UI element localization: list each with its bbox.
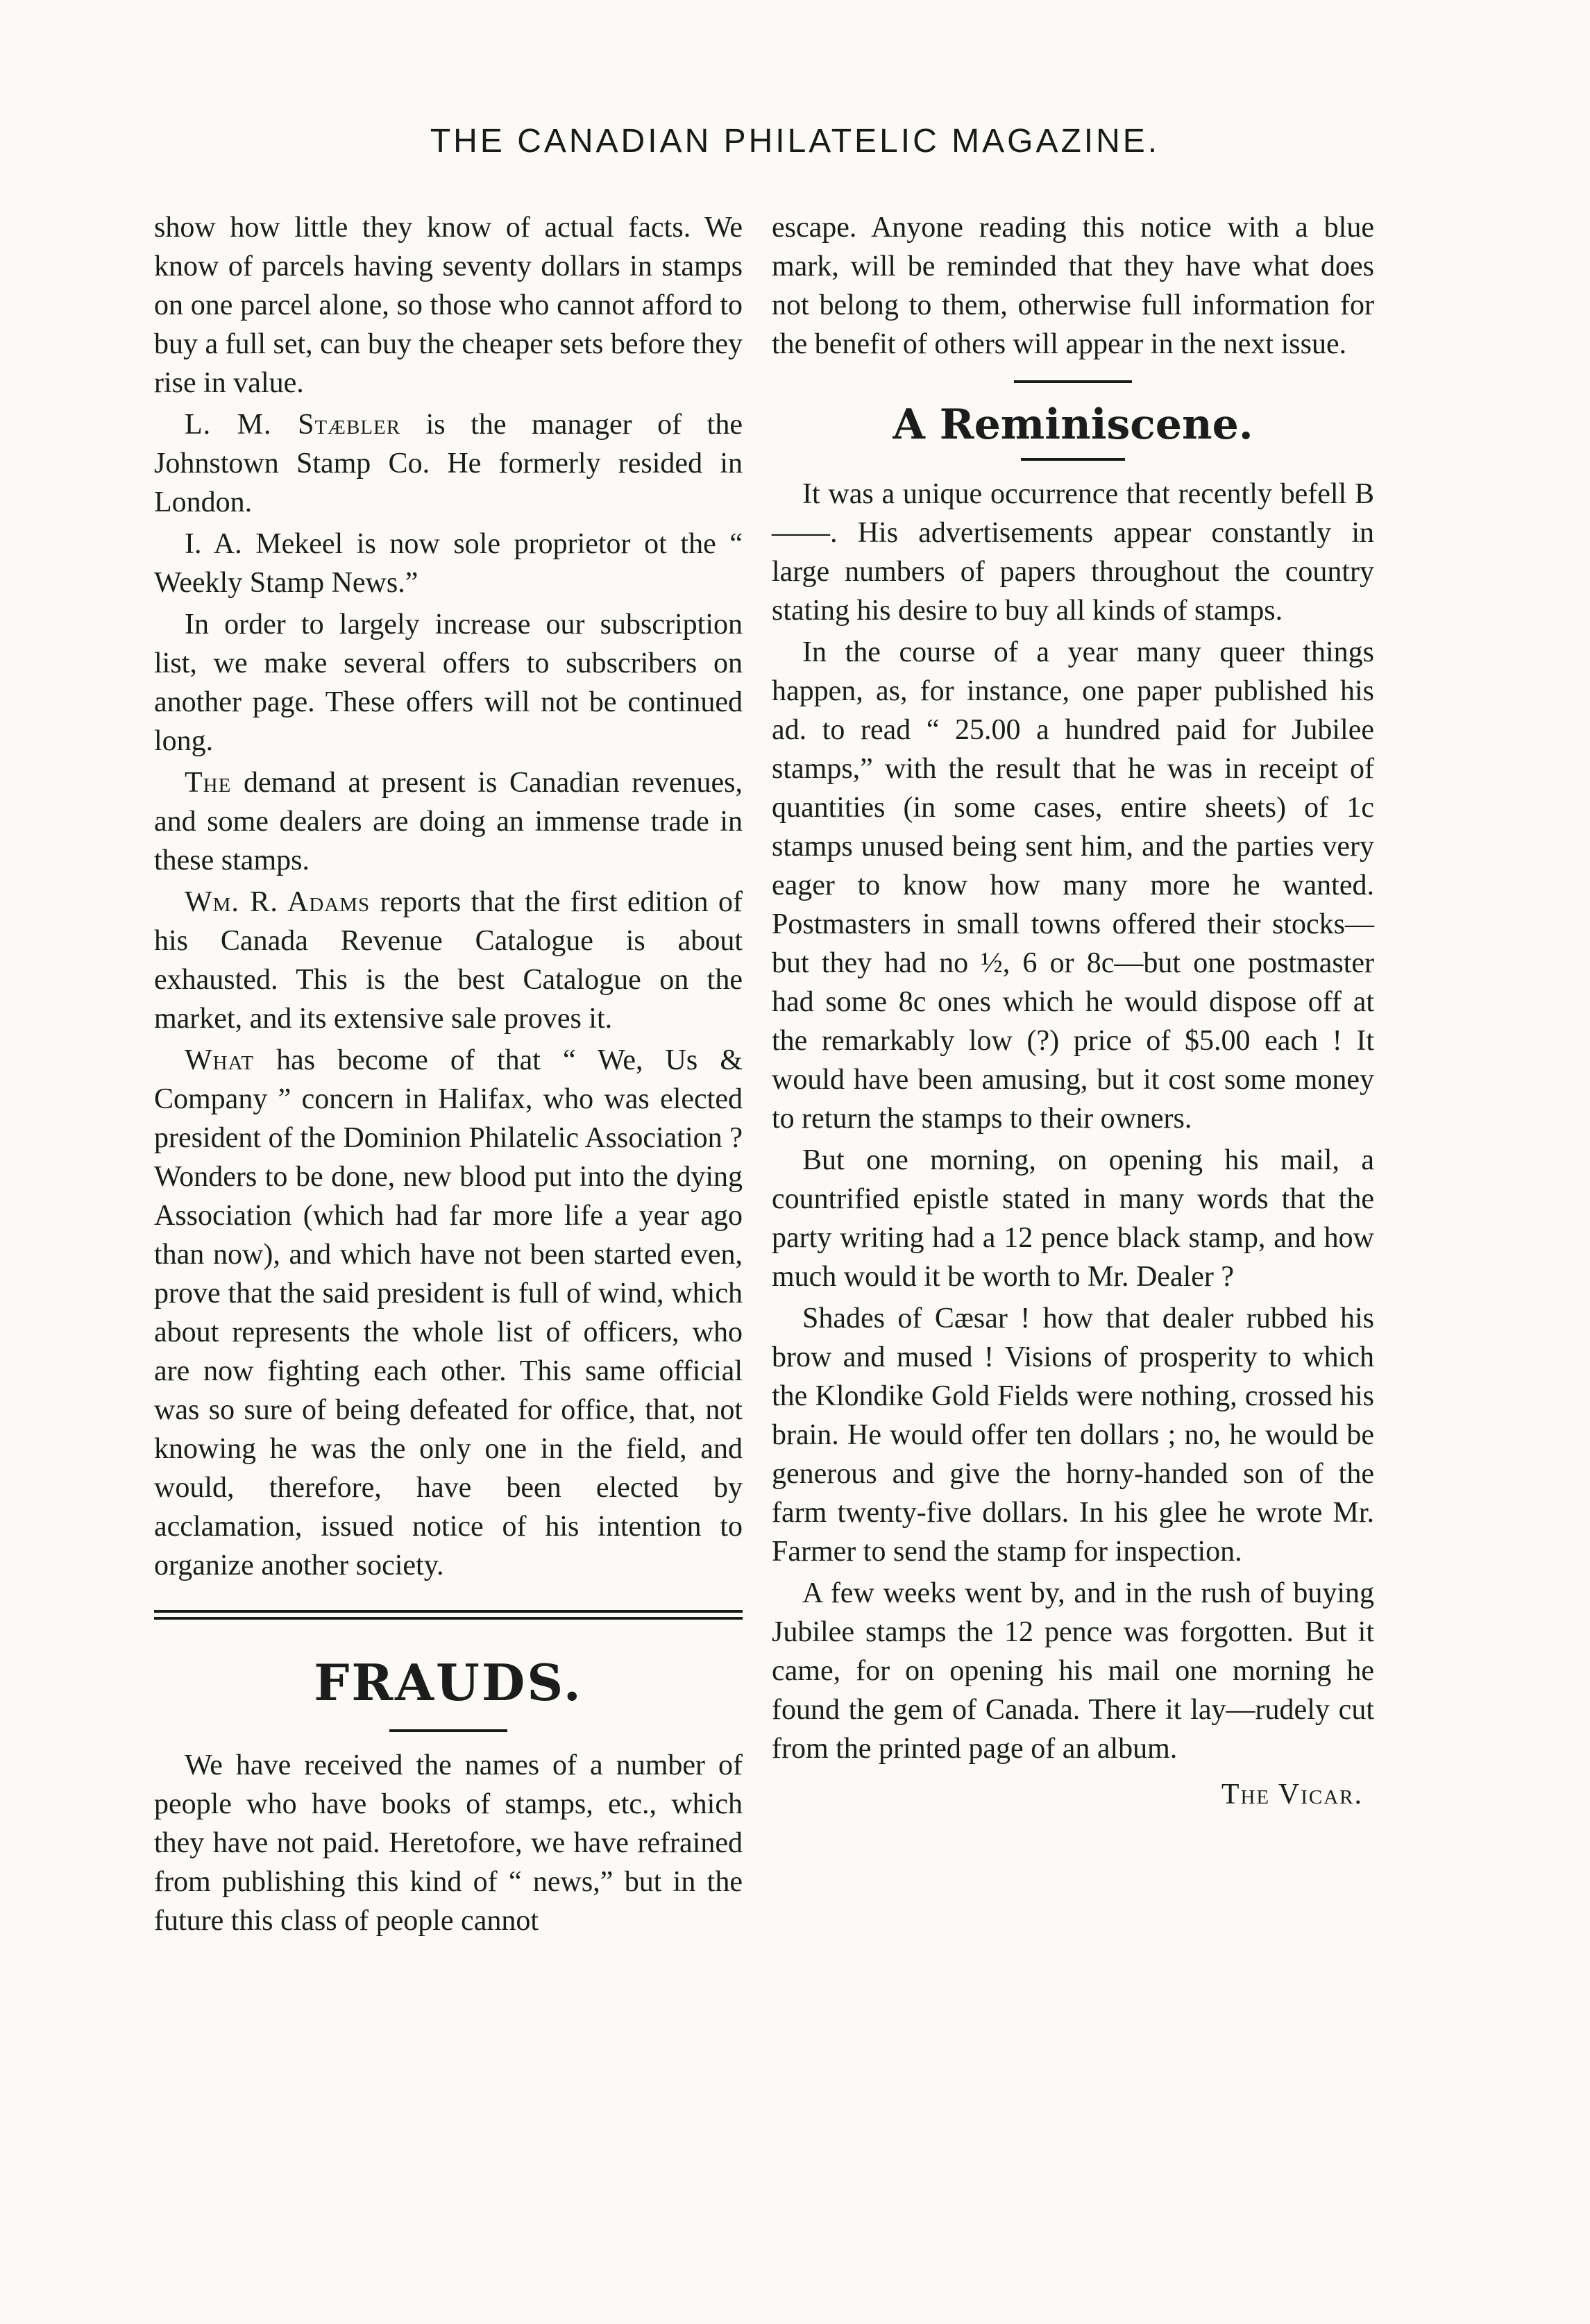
right-column — [772, 208, 1374, 1814]
section-heading-frauds: FRAUDS. — [314, 1653, 583, 1712]
paragraph-text: demand at present is Canadian revenues, and some dealers are doing an immense trade in these stamps. — [154, 767, 743, 876]
section-heading-reminiscene: A Reminiscene. — [893, 400, 1253, 449]
paragraph: In order to largely increase our subscription list, we make several offers to subscribers on another page. These offers will not be continued long. — [154, 609, 743, 757]
lead-in: The — [185, 767, 232, 799]
page-header: THE CANADIAN PHILATELIC MAGAZINE. — [430, 123, 1160, 160]
lead-in: L. M. Stæbler — [185, 409, 401, 441]
paragraph-text: is the manager of the Johnstown Stamp Co. He formerly resided in London. — [154, 409, 743, 518]
paragraph: show how little they know of actual facts. We know of parcels having seventy dollars in stamps on one parcel alone, so those who cannot afford to buy a full set, can buy the cheaper sets before they rise in value. — [154, 212, 743, 399]
paragraph-text: reports that the first edition of his Canada Revenue Catalogue is about exhausted. This is the best Catalogue on the market, and its extensive sale proves it. — [154, 886, 743, 1035]
paragraph: A few weeks went by, and in the rush of buying Jubilee stamps the 12 pence was forgotten. But it came, for on opening his mail one morning he found the gem of Canada. There it lay—rudely cut from the printed page of an album. — [772, 1577, 1374, 1765]
left-column — [154, 208, 743, 1943]
paragraph: Shades of Cæsar ! how that dealer rubbed his brow and mused ! Visions of prosperity to which the Klondike Gold Fields were nothing, crossed his brain. He would offer ten dollars ; no, he would be generous and give the horny-handed son of the farm twenty-five dollars. In his glee he wrote Mr. Farmer to send the stamp for inspection. — [772, 1303, 1374, 1568]
author-signature: The Vicar. — [1221, 1779, 1363, 1810]
paragraph-text: has become of that “ We, Us & Company ” concern in Halifax, who was elected president of the Dominion Philatelic Association ? Wonders to be done, new blood put into the dying Association (which had far more life a year ago than now), and which have not been started even, prove that the said president is full of wind, which about represents the whole list of officers, who are now fighting each other. This same official was so sure of being defeated for office, that, not knowing he was the only one in the field, and would, therefore, have been elected by acclamation, issued notice of his intention to organize another society. — [154, 1044, 743, 1581]
paragraph — [154, 1041, 743, 1585]
heading-rule — [389, 1729, 507, 1732]
section-divider — [1014, 380, 1132, 383]
paragraph: It was a unique occurrence that recently befell B——. His advertisements appear constantly in large numbers of papers throughout the country stating his desire to buy all kinds of stamps. — [772, 478, 1374, 627]
paragraph: I. A. Mekeel is now sole proprietor ot the “ Weekly Stamp News.” — [154, 528, 743, 599]
heading-rule — [1021, 458, 1125, 461]
section-divider — [154, 1610, 743, 1620]
lead-in: Wm. R. Adams — [185, 886, 371, 918]
paragraph — [154, 763, 743, 880]
paragraph: But one morning, on opening his mail, a countrified epistle stated in many words that the party writing had a 12 pence black stamp, and how much would it be worth to Mr. Dealer ? — [772, 1144, 1374, 1293]
paragraph: We have received the names of a number of people who have books of stamps, etc., which they have not paid. Heretofore, we have refrained from publishing this kind of “ news,” but in the future this class of people cannot — [154, 1749, 743, 1937]
paragraph: escape. Anyone reading this notice with a blue mark, will be reminded that they have what does not belong to them, otherwise full information for the benefit of others will appear in the next issue. — [772, 212, 1374, 360]
paragraph — [154, 405, 743, 522]
lead-in: What — [185, 1044, 255, 1076]
paragraph: In the course of a year many queer things happen, as, for instance, one paper published his ad. to read “ 25.00 a hundred paid for Jubilee stamps,” with the result that he was in receipt of quantities (in some cases, entire sheets) of 1c stamps unused being sent him, and the parties very eager to know how many more he wanted. Postmasters in small towns offered their stocks—but they had no ½, 6 or 8c—but one postmaster had some 8c ones which he would dispose off at the remarkably low (?) price of $5.00 each ! It would have been amusing, but it cost some money to return the stamps to their owners. — [772, 636, 1374, 1135]
paragraph — [154, 883, 743, 1038]
